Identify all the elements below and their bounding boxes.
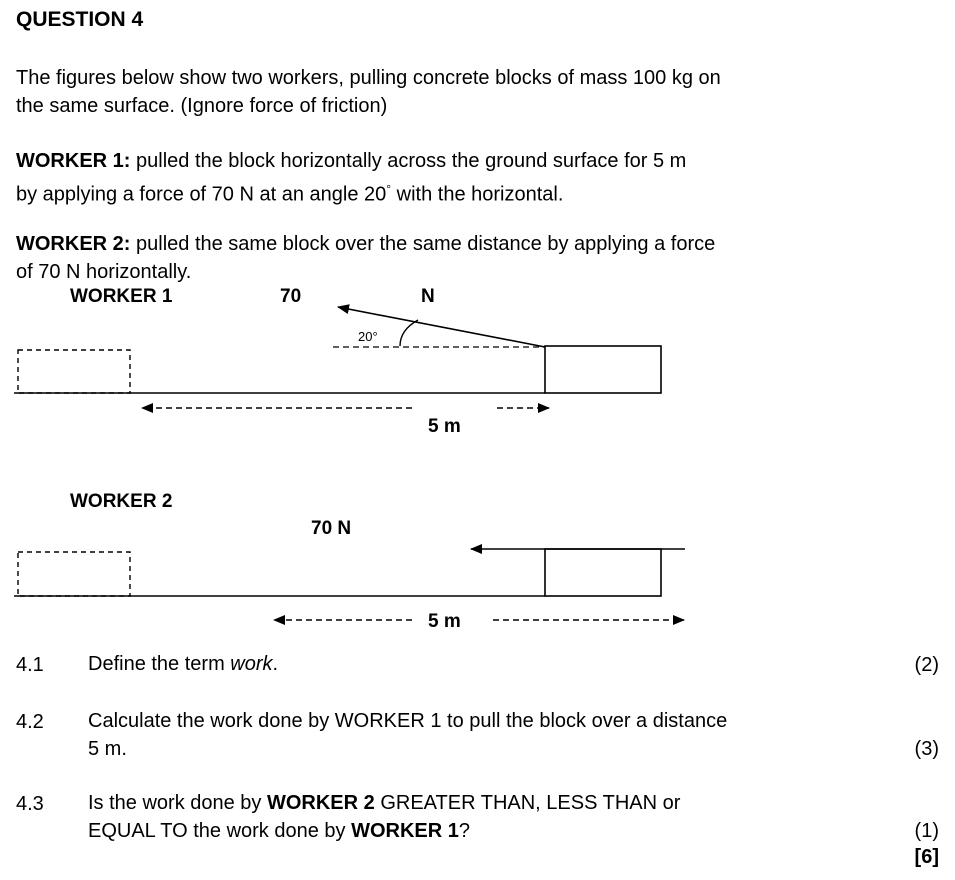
question-4-3-line1-bold: WORKER 2: [266, 792, 375, 814]
question-4-3-line1-pre: Is the work done by: [88, 792, 267, 814]
figure1-force-value: 70: [280, 286, 302, 307]
question-4-1-term: work: [230, 653, 273, 675]
figure1-distance-label: 5 m: [428, 416, 461, 437]
question-4-3-line2-bold: WORKER 1: [351, 820, 459, 842]
question-4-3-line1-post: GREATER THAN, LESS THAN or: [374, 792, 681, 814]
figure2-force-label: 70 N: [311, 518, 352, 539]
question-4-3-line2-pre: EQUAL TO the work done by: [88, 820, 352, 842]
question-4-1-marks: (2): [914, 654, 939, 676]
worker1-label: WORKER 1:: [16, 150, 131, 172]
question-4-2-line-1: Calculate the work done by WORKER 1 to pull the block over a distance: [88, 710, 728, 732]
figure1-angle-label: 20°: [358, 329, 378, 344]
question-4-3-number: 4.3: [16, 793, 44, 815]
figure2-title: WORKER 2: [70, 491, 173, 512]
figure1-block: [545, 346, 661, 393]
question-4-3-marks: (1): [914, 820, 939, 842]
question-4-3-line2-post: ?: [458, 820, 471, 842]
worker1-text-1: pulled the block horizontally across the ground surface for 5 m: [130, 150, 687, 172]
question-4-1-text-post: .: [272, 653, 279, 675]
figure1-force-unit: N: [421, 286, 435, 307]
question-4-3-line-1: [88, 789, 680, 817]
worker2-text-1: pulled the same block over the same distance by applying a force: [130, 233, 716, 255]
figure2-block: [545, 549, 661, 596]
question-4-2-number: 4.2: [16, 711, 44, 733]
figure1-title: WORKER 1: [70, 286, 173, 307]
worker2-description-line-2: of 70 N horizontally.: [16, 261, 192, 283]
question-title: QUESTION 4: [16, 8, 144, 31]
degree-symbol: °: [386, 182, 392, 196]
intro-line-2: the same surface. (Ignore force of friction): [16, 95, 388, 117]
worker2-label: WORKER 2:: [16, 233, 131, 255]
question-total-marks: [6]: [914, 846, 939, 868]
question-4-2-line-2: 5 m.: [88, 738, 127, 760]
figure2-start-block: [18, 552, 130, 596]
question-4-3-line-2: [88, 817, 470, 845]
worker1-text-2a: by applying a force of 70 N at an angle 20: [16, 183, 387, 206]
intro-line-1: The figures below show two workers, pulling concrete blocks of mass 100 kg on: [16, 67, 721, 89]
figure2-distance-label: 5 m: [428, 611, 461, 632]
figure1-angle-arc: [400, 320, 418, 346]
question-4-1-text: [88, 650, 278, 678]
question-4-1-text-pre: Define the term: [88, 653, 231, 675]
question-4-1-number: 4.1: [16, 654, 44, 676]
question-4-2-marks: (3): [914, 738, 939, 760]
figure1-start-block: [18, 350, 130, 393]
worker1-text-2b: with the horizontal.: [391, 183, 564, 206]
